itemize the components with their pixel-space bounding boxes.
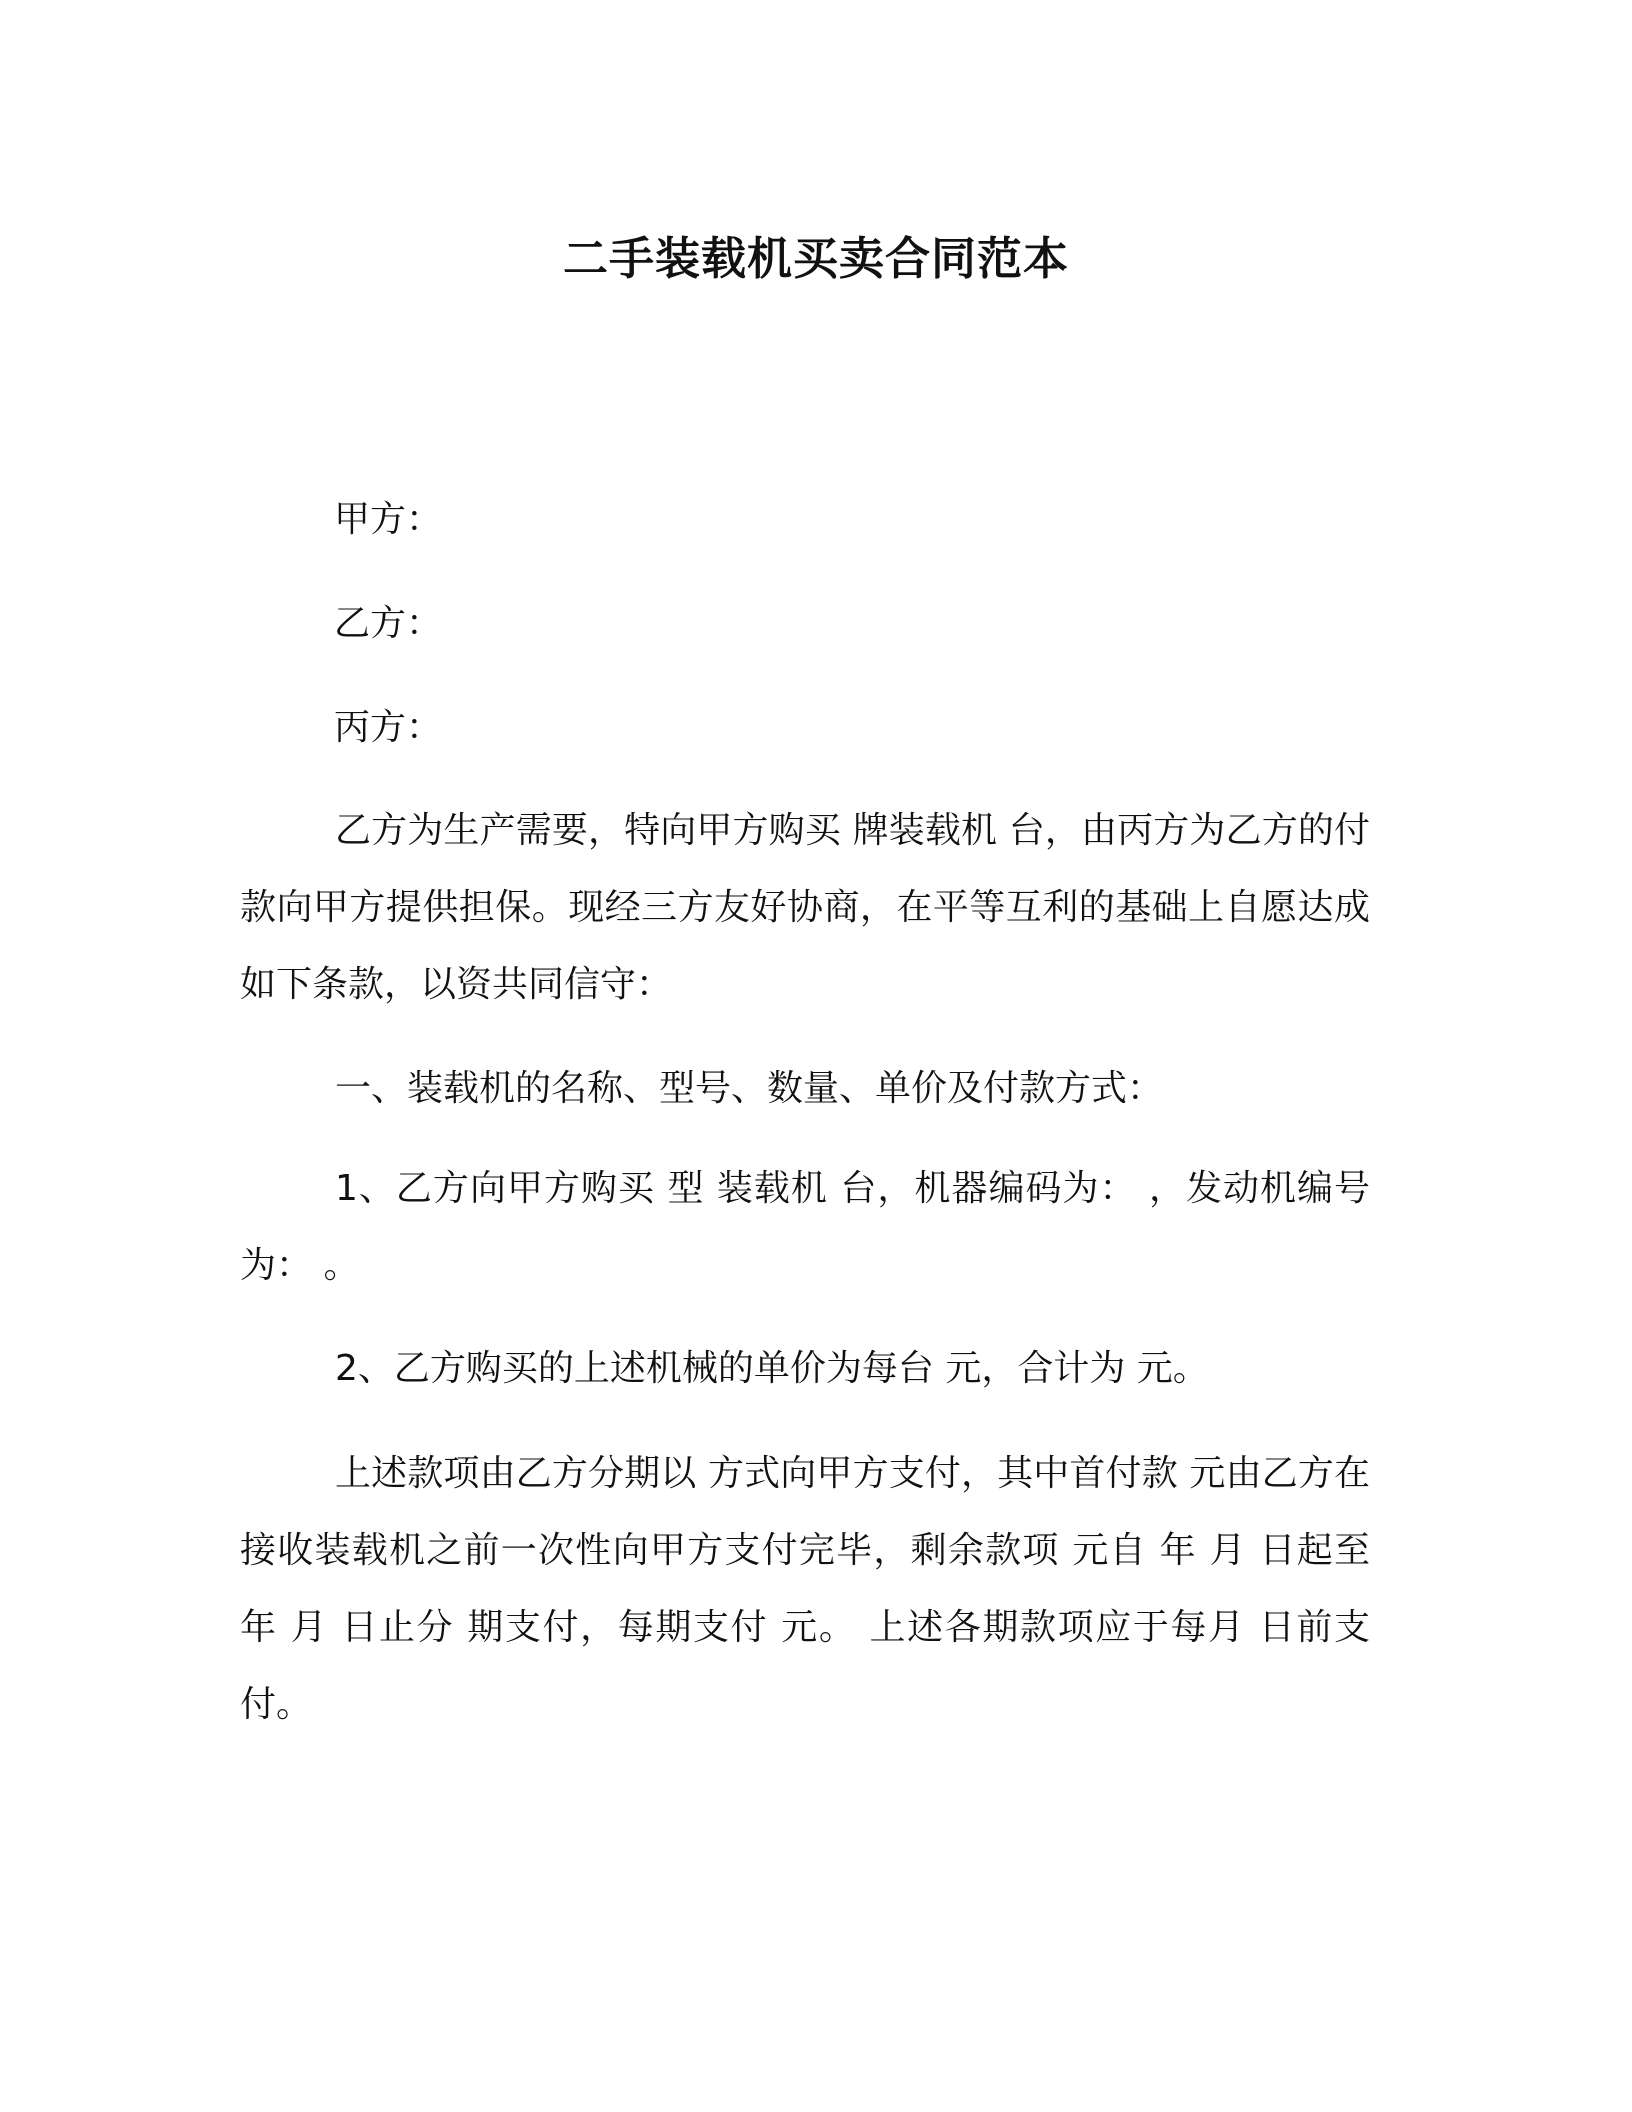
party-b-label: 乙方： — [334, 603, 443, 644]
document-title: 二手装载机买卖合同范本 — [562, 232, 1069, 285]
payment-terms-paragraph: 上述款项由乙方分期以 方式向甲方支付，其中首付款 元由乙方在接收装载机之前一次性向甲方支付完毕，剩余款项 元自 年 月 日起至 年 月 日止分 期支付，每期支付 元。 上述各期款项应于每月 日前支付。 — [240, 1453, 1370, 1725]
clause-1-paragraph: 1、乙方向甲方购买 型 装载机 台，机器编码为： ，发动机编号为： 。 — [240, 1168, 1370, 1286]
intro-paragraph: 乙方为生产需要，特向甲方购买 牌装载机 台，由丙方为乙方的付款向甲方提供担保。现经三方友好协商，在平等互利的基础上自愿达成如下条款，以资共同信守： — [240, 810, 1370, 1005]
party-a-label: 甲方： — [334, 499, 443, 540]
clause-2-paragraph: 2、乙方购买的上述机械的单价为每台 元，合计为 元。 — [335, 1348, 1209, 1389]
section-1-heading: 一、装载机的名称、型号、数量、单价及付款方式： — [335, 1068, 1164, 1109]
party-c-label: 丙方： — [334, 707, 443, 748]
